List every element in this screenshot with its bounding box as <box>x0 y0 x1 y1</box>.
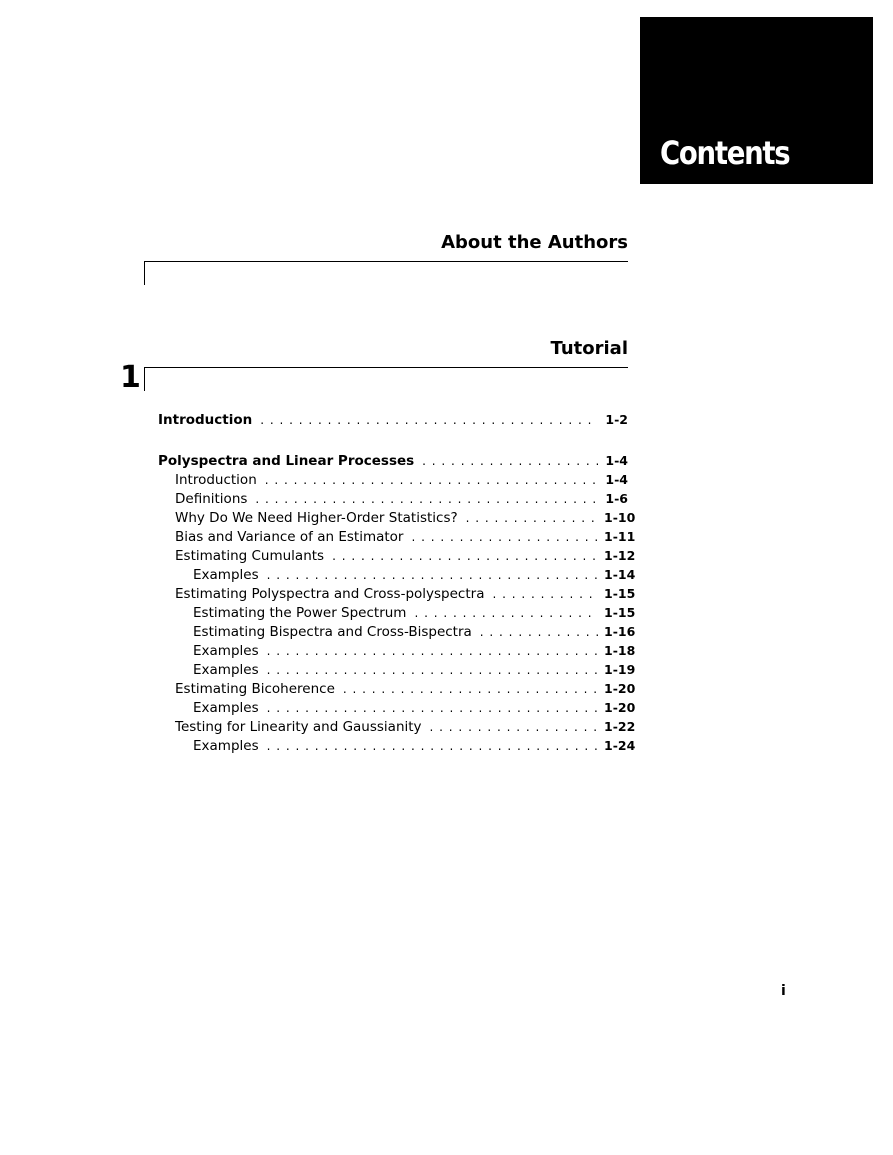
toc-entry[interactable] <box>158 527 636 546</box>
toc-leader <box>267 737 598 756</box>
toc-entry-title: Introduction <box>175 472 257 488</box>
toc-leader <box>430 718 598 737</box>
toc-leader <box>260 411 598 430</box>
toc-entry-title: Estimating Bispectra and Cross-Bispectra <box>193 624 472 640</box>
toc-entry-page: 1-24 <box>604 738 636 753</box>
section-tutorial <box>144 338 628 398</box>
toc-entry[interactable] <box>158 736 636 755</box>
toc-entry-page: 1-2 <box>605 412 628 427</box>
toc-entry[interactable] <box>158 660 636 679</box>
toc-entry-title: Examples <box>193 643 259 659</box>
toc-entry[interactable] <box>158 451 628 470</box>
toc-leader <box>414 604 598 623</box>
toc-entry-page: 1-20 <box>604 700 636 715</box>
section-rule-tick <box>144 261 145 285</box>
section-rule <box>144 261 628 262</box>
toc-leader <box>411 528 598 547</box>
toc-entry[interactable] <box>158 584 636 603</box>
section-title[interactable]: Tutorial <box>550 338 628 359</box>
toc-leader <box>492 585 598 604</box>
toc-entry-page: 1-10 <box>604 510 636 525</box>
toc-entry-title: Examples <box>193 567 259 583</box>
section-title[interactable]: About the Authors <box>441 232 628 253</box>
toc-entry-page: 1-16 <box>604 624 636 639</box>
toc-entry[interactable] <box>158 546 636 565</box>
toc-entry[interactable] <box>158 603 636 622</box>
toc-entry[interactable] <box>158 565 636 584</box>
toc-entry-title: Estimating Cumulants <box>175 548 325 564</box>
toc-leader <box>332 547 598 566</box>
toc-entry[interactable] <box>158 698 636 717</box>
toc-entry-page: 1-15 <box>604 605 636 620</box>
toc-entry[interactable] <box>158 641 636 660</box>
toc-entry-title: Estimating the Power Spectrum <box>193 605 407 621</box>
toc-entry-page: 1-14 <box>604 567 636 582</box>
chapter-number: 1 <box>120 360 141 395</box>
toc-leader <box>265 471 598 490</box>
toc-entry-page: 1-20 <box>604 681 636 696</box>
toc-entry[interactable] <box>158 679 636 698</box>
toc-entry-page: 1-4 <box>605 472 628 487</box>
toc-entry-title: Examples <box>193 662 259 678</box>
toc-entry-title: Estimating Polyspectra and Cross-polyspectra <box>175 586 485 602</box>
section-rule-tick <box>144 367 145 391</box>
toc-entry-title: Bias and Variance of an Estimator <box>175 529 404 545</box>
toc-leader <box>255 490 598 509</box>
toc-leader <box>343 680 598 699</box>
toc-entry-page: 1-22 <box>604 719 636 734</box>
section-rule <box>144 367 628 368</box>
contents-title: Contents <box>660 134 790 172</box>
toc-entry-title: Polyspectra and Linear Processes <box>158 453 415 469</box>
toc-entry[interactable] <box>158 470 628 489</box>
toc-entry-page: 1-12 <box>604 548 636 563</box>
toc-leader <box>267 642 598 661</box>
toc-entry-title: Introduction <box>158 412 253 428</box>
toc-leader <box>267 661 598 680</box>
toc-entry[interactable] <box>158 410 628 429</box>
page-number: i <box>781 983 786 999</box>
toc-leader <box>466 509 598 528</box>
toc-entry-title: Testing for Linearity and Gaussianity <box>175 719 422 735</box>
toc-entry-title: Examples <box>193 700 259 716</box>
toc-leader <box>422 452 598 471</box>
toc-entry-title: Estimating Bicoherence <box>175 681 335 697</box>
toc-entry[interactable] <box>158 622 636 641</box>
toc-leader <box>480 623 598 642</box>
toc-entry[interactable] <box>158 489 628 508</box>
section-about-authors <box>144 232 628 292</box>
toc-leader <box>267 566 598 585</box>
toc-entry-page: 1-18 <box>604 643 636 658</box>
toc-entry-title: Definitions <box>175 491 248 507</box>
toc-entry-title: Why Do We Need Higher-Order Statistics? <box>175 510 458 526</box>
toc-entry-page: 1-6 <box>605 491 628 506</box>
toc-entry-page: 1-11 <box>604 529 636 544</box>
toc-entry[interactable] <box>158 508 636 527</box>
contents-tab <box>640 17 873 184</box>
toc-entry-page: 1-19 <box>604 662 636 677</box>
toc-entry-title: Examples <box>193 738 259 754</box>
toc-leader <box>267 699 598 718</box>
toc-entry[interactable] <box>158 717 636 736</box>
toc-entry-page: 1-15 <box>604 586 636 601</box>
toc-entry-page: 1-4 <box>605 453 628 468</box>
